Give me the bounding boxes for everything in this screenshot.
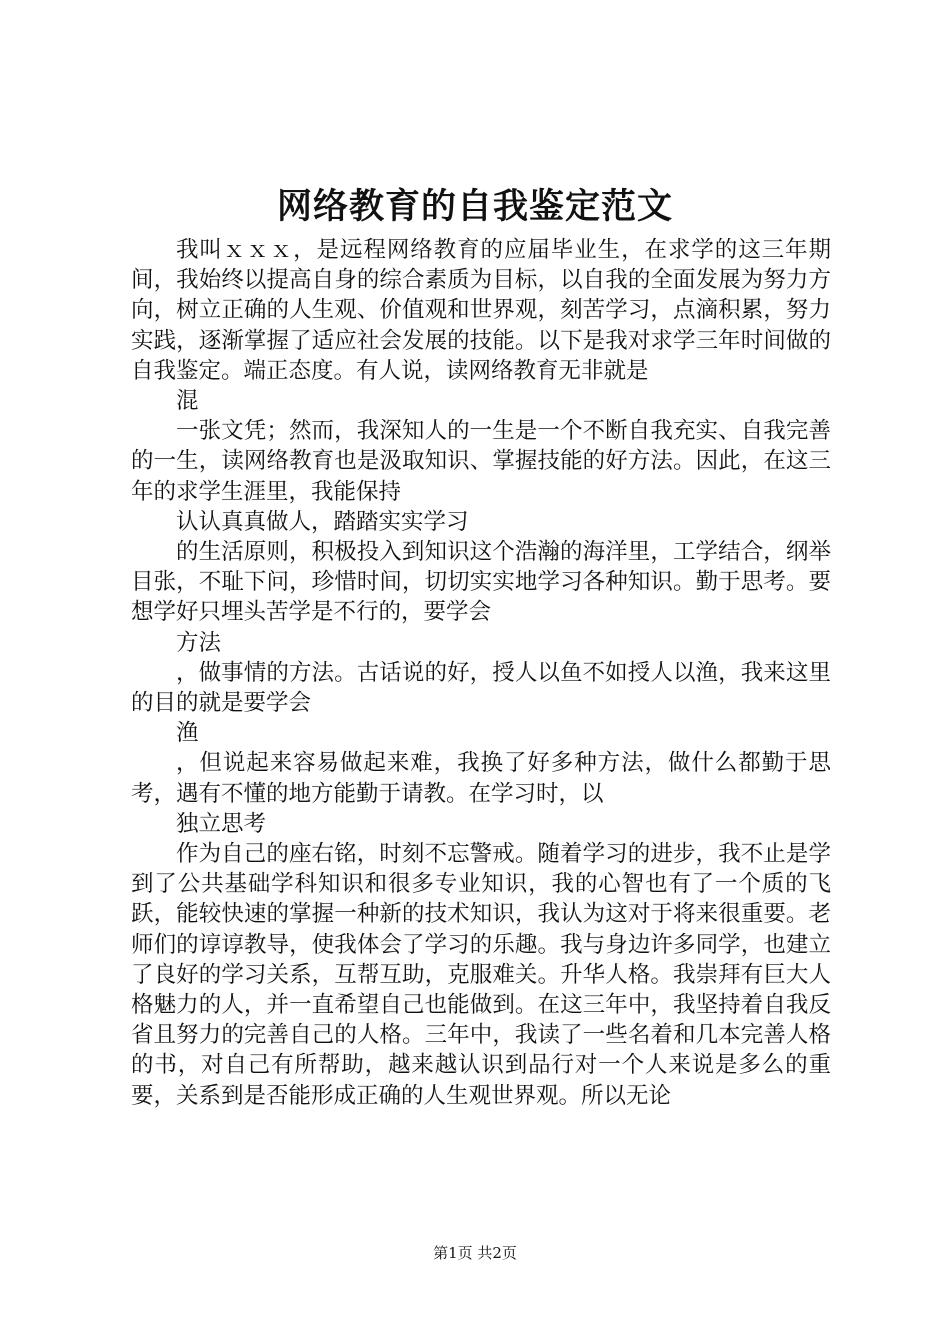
body-paragraph: 渔 xyxy=(176,720,199,747)
body-paragraph: 的生活原则，积极投入到知识这个浩瀚的海洋里，工学结合，纲举目张，不耻下问，珍惜时间，切切实实地学习各种知识。勤于思考。要想学好只埋头苦学是不行的，要学会 xyxy=(131,539,831,626)
body-paragraph: 方法 xyxy=(176,629,222,656)
body-paragraph: 作为自己的座右铭，时刻不忘警戒。随着学习的进步，我不止是学到了公共基础学科知识和很多专业知识，我的心智也有了一个质的飞跃，能较快速的掌握一种新的技术知识，我认为这对于将来很重要。老师们的谆谆教导，使我体会了学习的乐趣。我与身边许多同学，也建立了良好的学习关系，互帮互助，克服难关。升华人格。我崇拜有巨大人格魅力的人，并一直希望自己也能做到。在这三年中，我坚持着自我反省且努力的完善自己的人格。三年中，我读了一些名着和几本完善人格的书，对自己有所帮助，越来越认识到品行对一个人来说是多么的重要，关系到是否能形成正确的人生观世界观。所以无论 xyxy=(131,841,831,1109)
page-number-footer: 第1页 共2页 xyxy=(433,1244,517,1262)
document-title: 网络教育的自我鉴定范文 xyxy=(276,186,673,227)
body-paragraph: ，但说起来容易做起来难，我换了好多种方法，做什么都勤于思考，遇有不懂的地方能勤于请教。在学习时，以 xyxy=(131,750,831,807)
body-paragraph: 一张文凭；然而，我深知人的一生是一个不断自我充实、自我完善的一生，读网络教育也是汲取知识、掌握技能的好方法。因此，在这三年的求学生涯里，我能保持 xyxy=(131,418,831,505)
body-paragraph: 认认真真做人，踏踏实实学习 xyxy=(176,508,469,535)
body-paragraph: 我叫ｘｘｘ，是远程网络教育的应届毕业生，在求学的这三年期间，我始终以提高自身的综合素质为目标，以自我的全面发展为努力方向，树立正确的人生观、价值观和世界观，刻苦学习，点滴积累，努力实践，逐渐掌握了适应社会发展的技能。以下是我对求学三年时间做的自我鉴定。端正态度。有人说，读网络教育无非就是 xyxy=(131,237,831,384)
body-paragraph: 混 xyxy=(176,388,199,415)
body-paragraph: ，做事情的方法。古话说的好，授人以鱼不如授人以渔，我来这里的目的就是要学会 xyxy=(131,659,831,717)
document-body xyxy=(131,235,831,1111)
body-paragraph: 独立思考 xyxy=(176,810,267,837)
